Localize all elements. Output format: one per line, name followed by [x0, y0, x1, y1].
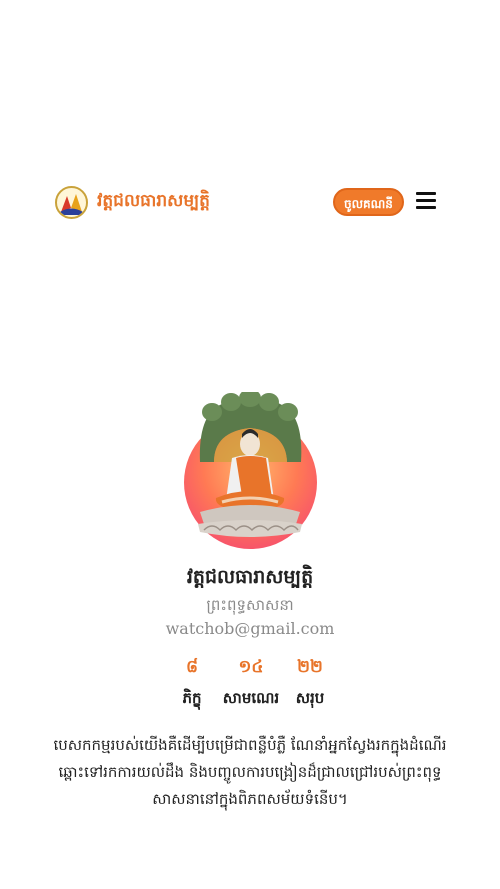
profile-email[interactable]: watchob@gmail.com [165, 619, 335, 638]
stat-total-label: សរុប [295, 689, 325, 707]
profile-subtitle: ព្រះពុទ្ធសាសនា [206, 596, 294, 614]
hamburger-menu-icon[interactable] [416, 192, 436, 210]
stat-monks [170, 656, 214, 711]
stat-novices-label: សាមណេរ [222, 689, 280, 707]
buddha-statue-image [182, 392, 319, 552]
stat-novices-value: ១៤ [238, 657, 264, 677]
stat-monks-label: ភិក្ខុ [182, 689, 202, 707]
mission-description: បេសកកម្មរបស់យើងគឺដើម្បីបម្រើជាពន្លឺបំភ្លឺ ណែនាំអ្នកស្វែងរកក្នុងដំណើរឆ្ពោះទៅរកការយល់ដឹង និងបញ្ចូលការបង្រៀនដ៏ជ្រាលជ្រៅរបស់ព្រះពុទ្ធសាសនានៅក្នុងពិភពសម័យទំនើប។ [53, 736, 447, 808]
profile-name: វត្តជលធារាសម្បត្តិ [186, 566, 314, 588]
stat-total [288, 656, 332, 711]
stat-total-value: ២២ [297, 657, 323, 677]
stat-novices [214, 656, 288, 711]
temple-logo[interactable] [55, 186, 88, 219]
brand-title[interactable]: វត្តជលធារាសម្បត្តិ [97, 191, 210, 211]
top-navbar [0, 178, 500, 228]
login-button[interactable]: ចូលគណនី [333, 188, 404, 216]
stats-row [170, 656, 330, 716]
stat-monks-value: ៨ [185, 657, 199, 677]
profile-avatar [182, 392, 319, 552]
